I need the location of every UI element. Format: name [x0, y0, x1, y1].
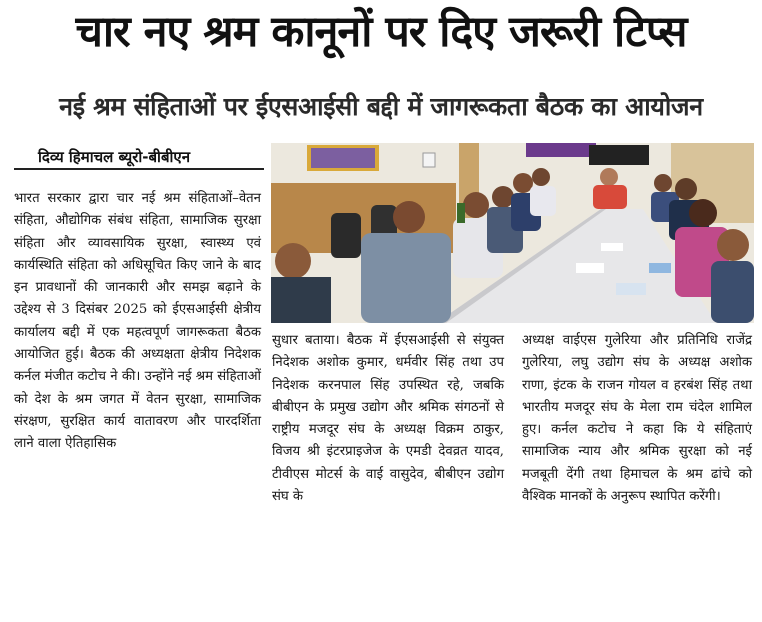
photo-person-head	[463, 192, 489, 218]
byline: दिव्य हिमाचल ब्यूरो-बीबीएन	[14, 146, 264, 170]
photo-plant	[457, 203, 465, 223]
article-text-1: भारत सरकार द्वारा चार नई श्रम संहिताओं–वेतन संहिता, औद्योगिक संबंध संहिता, सामाजिक सुरक्षा संहिता और व्यावसायिक सुरक्षा, स्वास्थ्य एवं कार्यस्थिति संहिता को अधिसूचित किए जाने के बाद इन प्रावधानों की जानकारी और समझ बढ़ाने के उद्देश्य से 3 दिसंबर 2025 को ईएसआईसी क्षेत्रीय कार्यालय बद्दी में एक महत्वपूर्ण जागरूकता बैठक आयोजित हुई। बैठक की अध्यक्षता क्षेत्रीय निदेशक कर्नल मंजीत कटोच ने की। उन्होंने नई श्रम संहिताओं को देश के श्रम जगत में वेतन सुरक्षा, सामाजिक संरक्षण, सुरक्षित कार्य वातावरण और पारदर्शिता लाने वाला ऐतिहासिक	[14, 191, 261, 452]
photo-person-head	[654, 174, 672, 192]
photo-paper	[616, 283, 646, 295]
article-column-2	[272, 330, 504, 508]
photo-wall-poster-inner	[311, 148, 375, 168]
photo-person-head	[600, 168, 618, 186]
photo-paper	[601, 243, 623, 251]
article-text-2: सुधार बताया। बैठक में ईएसआईसी से संयुक्त निदेशक अशोक कुमार, धर्मवीर सिंह तथा उप निदेशक करनपाल सिंह उपस्थित रहे, जबकि बीबीएन के प्रमुख उद्योग और श्रमिक संगठनों से राष्ट्रीय मजदूर संघ के अध्यक्ष विक्रम ठाकुर, विजय श्री इंटरप्राइजेज के एमडी देवव्रत यादव, टीवीएस मोटर्स के वाई वासुदेव, बीबीएन उद्योग संघ के	[272, 333, 504, 505]
photo-person-body	[711, 261, 754, 323]
photo-chair	[331, 213, 361, 258]
meeting-photo	[271, 143, 754, 323]
photo-person-body	[271, 277, 331, 323]
article-column-3	[522, 330, 752, 508]
article-column-1	[14, 188, 261, 456]
photo-person-body	[530, 186, 556, 216]
photo-person-head	[393, 201, 425, 233]
photo-person-body	[593, 185, 627, 209]
photo-person-body	[361, 233, 451, 323]
headline: चार नए श्रम कानूनों पर दिए जरूरी टिप्स	[75, 7, 687, 57]
photo-person-head	[689, 199, 717, 227]
photo-person-head	[717, 229, 749, 261]
photo-tv	[589, 145, 649, 165]
photo-person-head	[492, 186, 514, 208]
photo-person-head	[513, 173, 533, 193]
photo-person-head	[275, 243, 311, 279]
photo-switchboard	[423, 153, 435, 167]
article-text-3: अध्यक्ष वाईएस गुलेरिया और प्रतिनिधि राजेंद्र गुलेरिया, लघु उद्योग संघ के अध्यक्ष अशोक राणा, इंटक के राजन गोयल व हरबंश सिंह तथा भारतीय मजदूर संघ के मेला राम चंदेल शामिल हुए। कर्नल कटोच ने कहा कि ये संहिताएं सामाजिक न्याय और श्रमिक सुरक्षा को नई मजबूती देंगी तथा हिमाचल के श्रम ढांचे को वैश्विक मानकों के अनुरूप स्थापित करेंगी।	[522, 333, 752, 505]
photo-paper	[576, 263, 604, 273]
photo-paper	[649, 263, 671, 273]
photo-person-head	[675, 178, 697, 200]
photo-banner	[526, 143, 596, 157]
subheadline: नई श्रम संहिताओं पर ईएसआईसी बद्दी में जागरूकता बैठक का आयोजन	[59, 92, 703, 121]
photo-person-head	[532, 168, 550, 186]
